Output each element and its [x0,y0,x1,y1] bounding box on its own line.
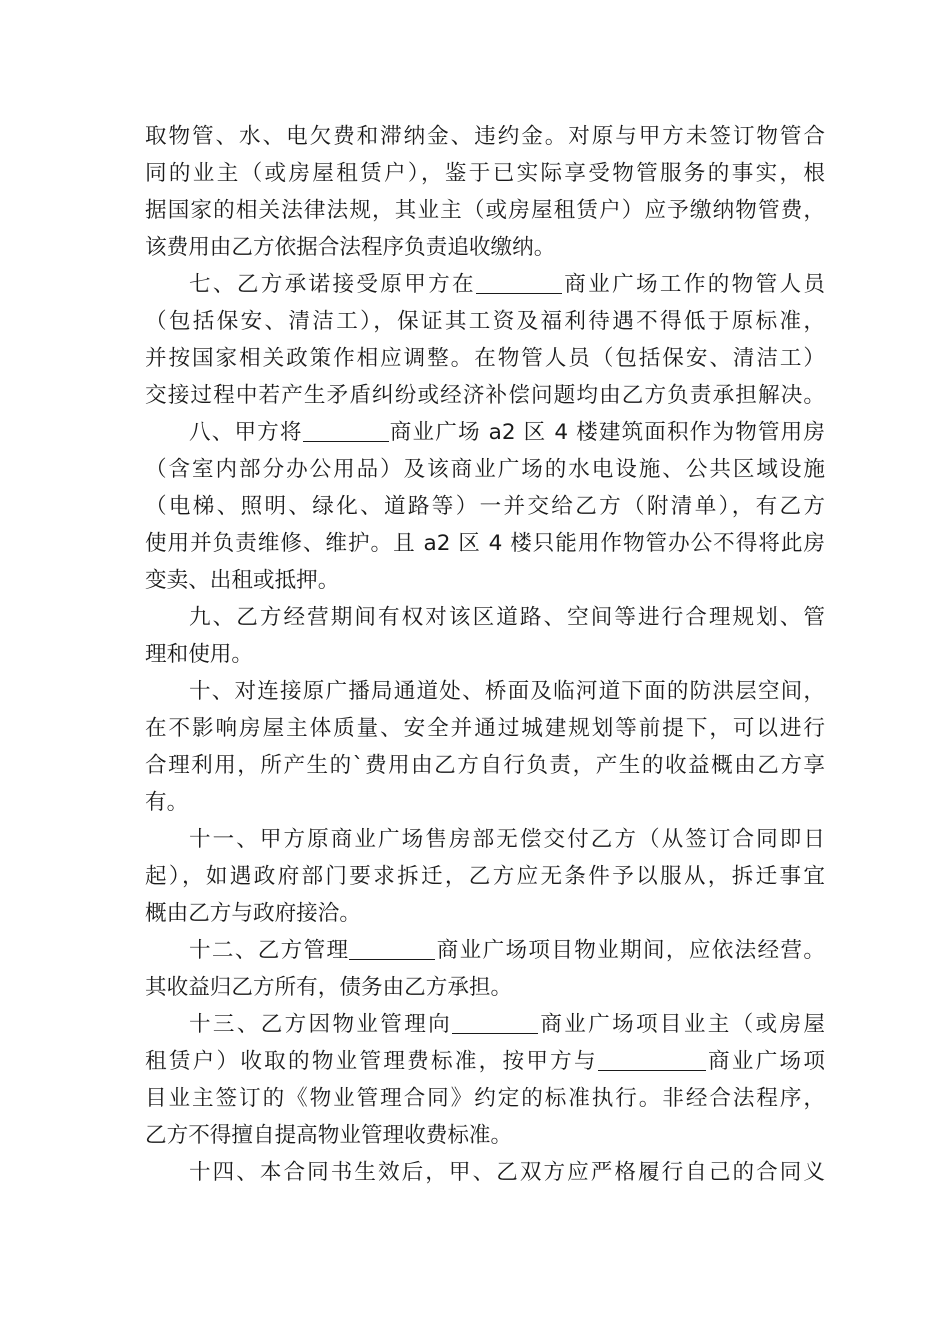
line-text-before-blank: 十二、乙方管理 [189,938,350,963]
text-line [145,1154,825,1191]
line-text: （电梯、照明、绿化、道路等）一并交给乙方（附清单），有乙方 [145,494,825,519]
line-text: 取物管、水、电欠费和滞纳金、违约金。对原与甲方未签订物管合 [145,124,825,149]
line-text: 十一、甲方原商业广场售房部无偿交付乙方（从签订合同即日 [189,827,825,852]
line-text: 使用并负责维修、维护。且 a2 区 4 楼只能用作物管办公不得将此房 [145,531,825,556]
line-text: 目业主签订的《物业管理合同》约定的标准执行。非经合法程序， [145,1086,825,1111]
line-text: 据国家的相关法律法规，其业主（或房屋租赁户）应予缴纳物管费， [145,198,825,223]
text-line [145,747,825,784]
text-line [145,673,825,710]
line-text-before-blank: 七、乙方承诺接受原甲方在 [189,272,476,297]
line-text: 起），如遇政府部门要求拆迁，乙方应无条件予以服从，拆迁事宜 [145,864,825,889]
text-line [145,414,825,451]
fill-in-blank [349,937,435,960]
text-line [145,710,825,747]
line-text: 九、乙方经营期间有权对该区道路、空间等进行合理规划、管 [189,605,825,630]
text-line [145,377,825,414]
line-text: 乙方不得擅自提高物业管理收费标准。 [145,1123,513,1148]
line-text-after-blank: 商业广场项目物业期间，应依法经营。 [435,938,825,963]
fill-in-blank [303,419,389,442]
line-text: 其收益归乙方所有，债务由乙方承担。 [145,975,513,1000]
text-line [145,1043,825,1080]
line-text: （包括保安、清洁工），保证其工资及福利待遇不得低于原标准， [145,309,825,334]
text-line [145,969,825,1006]
text-line [145,118,825,155]
line-text-before-blank: 八、甲方将 [189,420,303,445]
line-text-after-blank: 商业广场 a2 区 4 楼建筑面积作为物管用房 [388,420,825,445]
line-text-after-blank: 商业广场项目业主（或房屋 [538,1012,825,1037]
line-text: 同的业主（或房屋租赁户），鉴于已实际享受物管服务的事实，根 [145,161,825,186]
line-text: 理和使用。 [145,642,253,667]
text-line [145,1080,825,1117]
line-text: 在不影响房屋主体质量、安全并通过城建规划等前提下，可以进行 [145,716,825,741]
fill-in-blank [476,271,562,294]
line-text: 并按国家相关政策作相应调整。在物管人员（包括保安、清洁工） [145,346,825,371]
text-line [145,636,825,673]
text-line [145,562,825,599]
line-text: 有。 [145,790,189,815]
text-line [145,895,825,932]
text-line [145,599,825,636]
text-line [145,488,825,525]
text-line [145,784,825,821]
text-line [145,192,825,229]
line-text: 合理利用，所产生的`费用由乙方自行负责，产生的收益概由乙方享 [145,753,825,778]
fill-in-blank [452,1011,538,1034]
text-line [145,229,825,266]
line-text: （含室内部分办公用品）及该商业广场的水电设施、公共区域设施 [145,457,825,482]
line-text: 十、对连接原广播局通道处、桥面及临河道下面的防洪层空间， [189,679,825,704]
line-text: 变卖、出租或抵押。 [145,568,340,593]
line-text-before-blank: 十三、乙方因物业管理向 [189,1012,453,1037]
text-line [145,303,825,340]
line-text-before-blank: 租赁户）收取的物业管理费标准，按甲方与 [145,1049,598,1074]
text-line [145,266,825,303]
document-body [145,118,825,1191]
text-line [145,858,825,895]
text-line [145,932,825,969]
line-text-after-blank: 商业广场项 [705,1049,825,1074]
text-line [145,451,825,488]
line-text: 概由乙方与政府接洽。 [145,901,361,926]
line-text: 交接过程中若产生矛盾纠纷或经济补偿问题均由乙方负责承担解决。 [145,383,825,408]
fill-in-blank [598,1048,706,1071]
text-line [145,1117,825,1154]
line-text: 该费用由乙方依据合法程序负责追收缴纳。 [145,235,556,260]
text-line [145,340,825,377]
line-text-after-blank: 商业广场工作的物管人员 [561,272,825,297]
text-line [145,525,825,562]
text-line [145,155,825,192]
text-line [145,1006,825,1043]
line-text: 十四、本合同书生效后，甲、乙双方应严格履行自己的合同义 [189,1160,825,1185]
text-line [145,821,825,858]
